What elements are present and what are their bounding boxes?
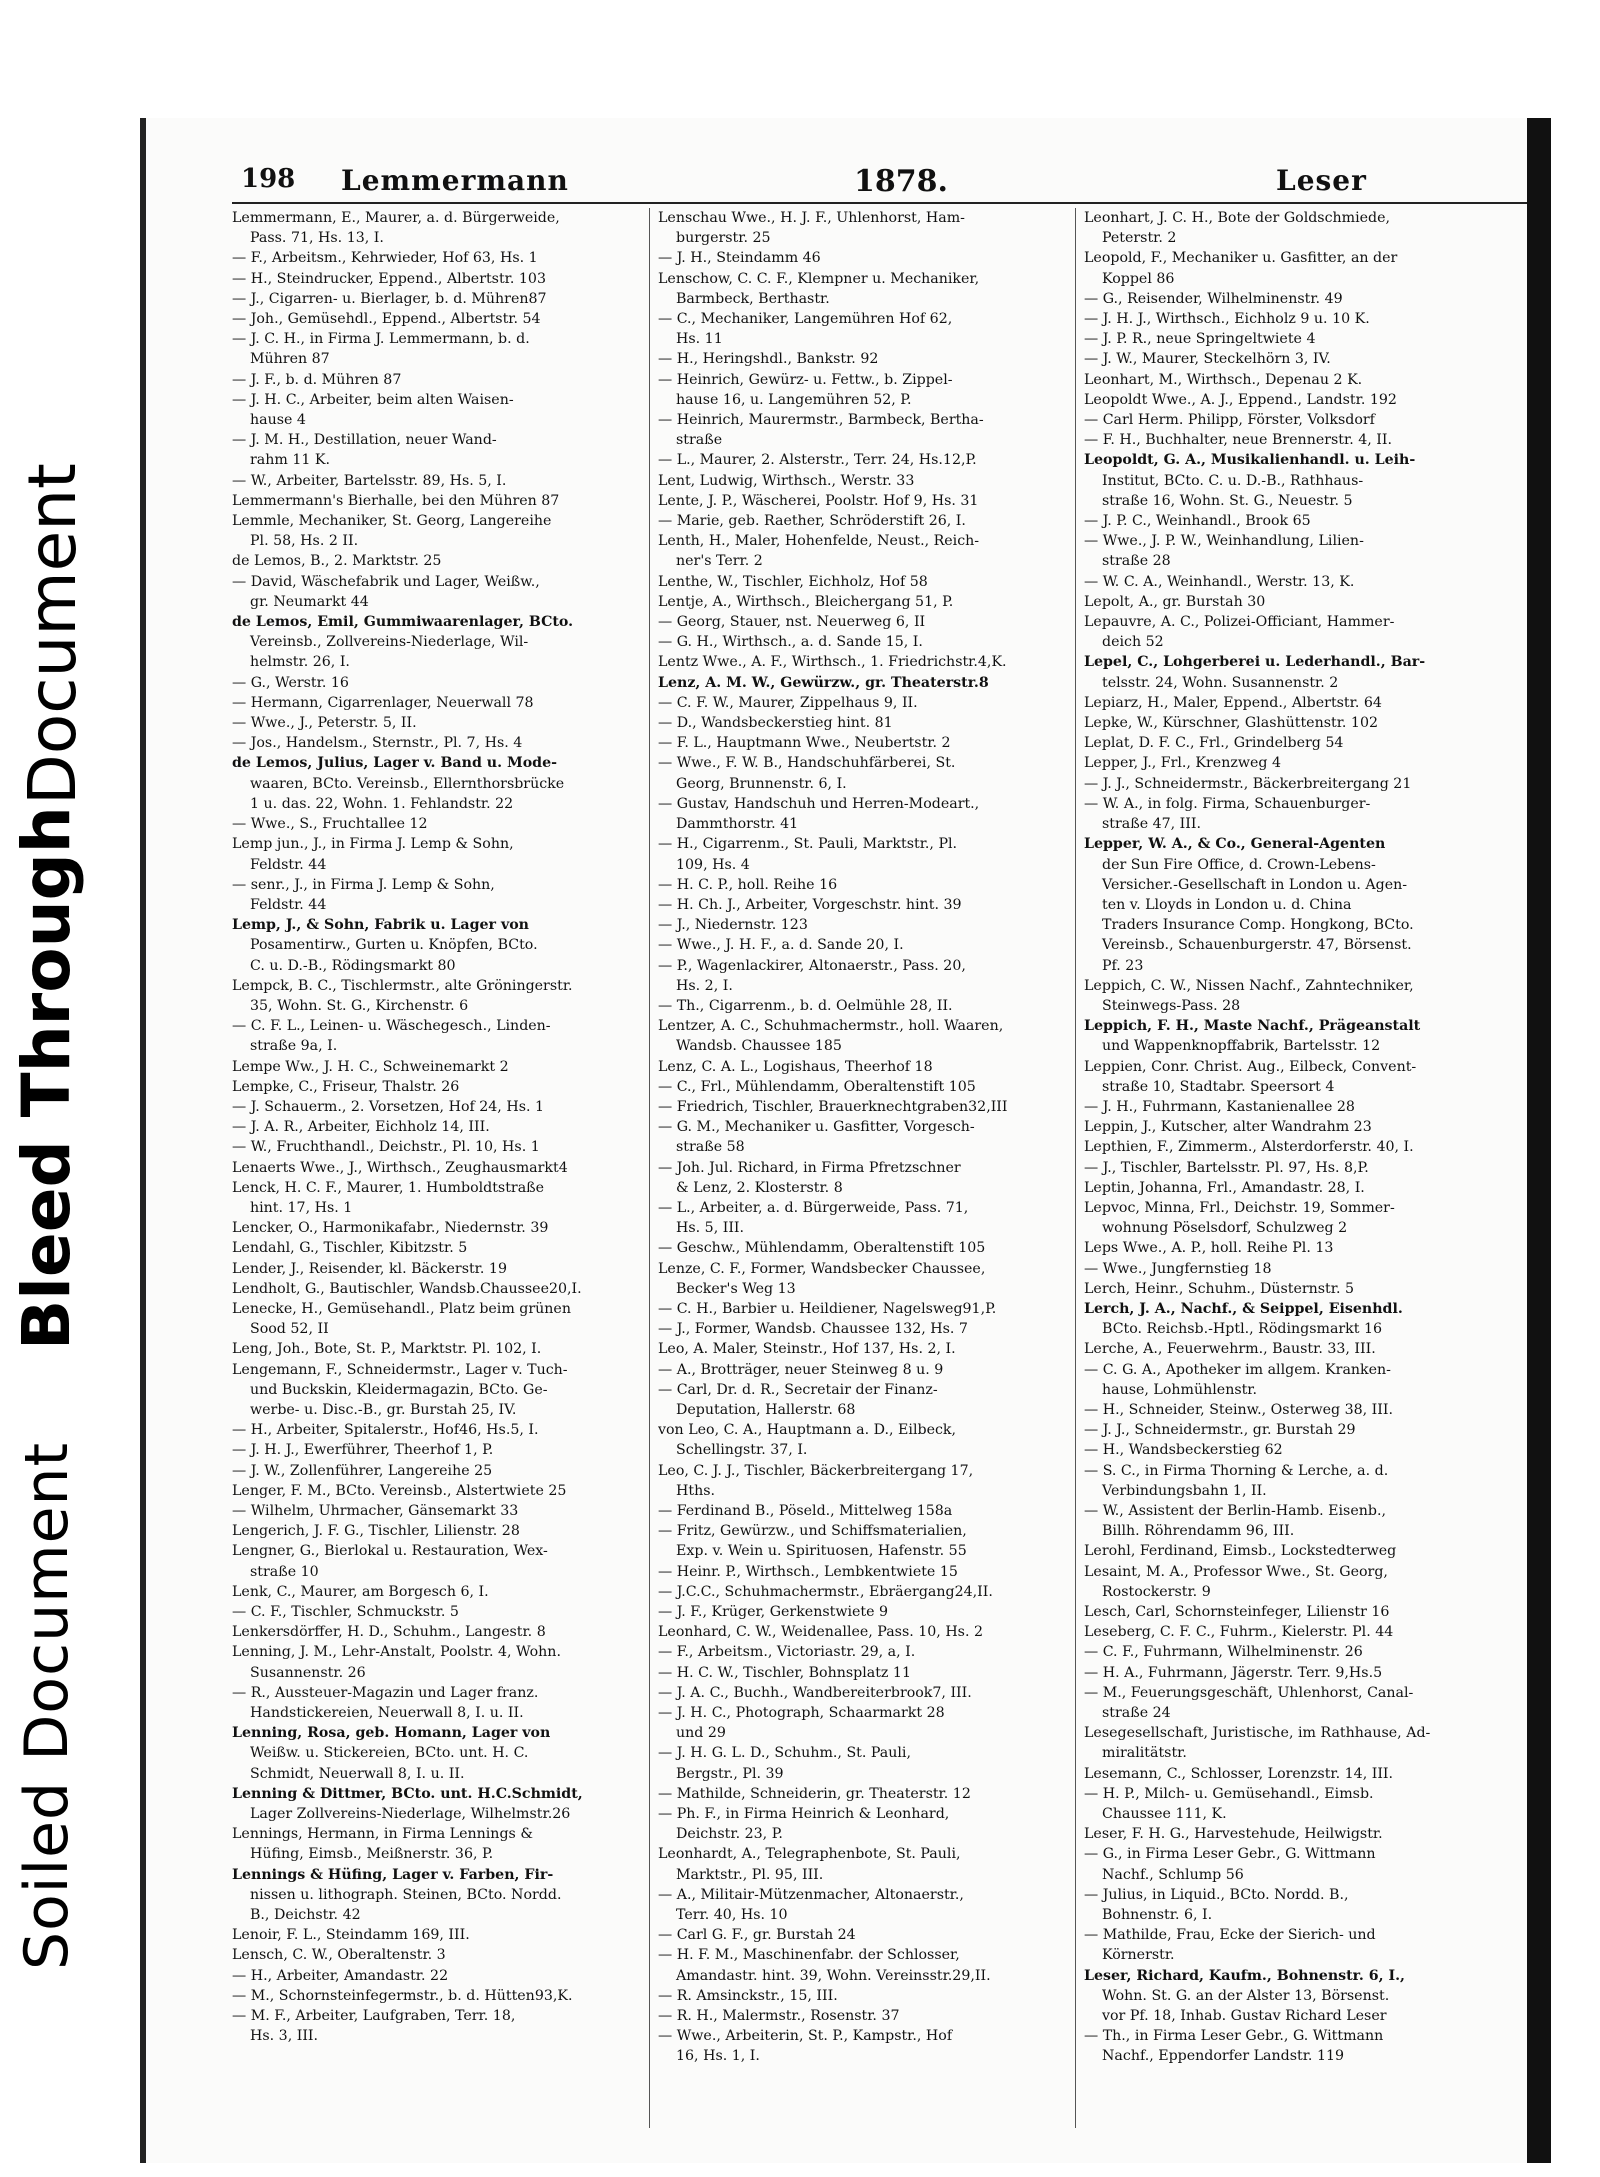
directory-entry: straße 10: [250, 1563, 319, 1580]
directory-entry: — H., Cigarrenm., St. Pauli, Marktstr., Pl.: [658, 836, 958, 853]
directory-entry: — H., Wandsbeckerstieg 62: [1084, 1442, 1283, 1459]
directory-entry: — J. W., Zollenführer, Langereihe 25: [232, 1462, 493, 1479]
page-header: [241, 164, 1526, 204]
directory-entry: — H. F. M., Maschinenfabr. der Schlosser,: [658, 1947, 960, 1964]
directory-entry: gr. Neumarkt 44: [250, 593, 369, 610]
directory-entry: — S. C., in Firma Thorning & Lerche, a. d.: [1084, 1462, 1389, 1479]
directory-entry: ner's Terr. 2: [676, 553, 763, 570]
directory-entry: — C., Frl., Mühlendamm, Oberaltenstift 105: [658, 1078, 976, 1095]
directory-entry: — Heinr. P., Wirthsch., Lembkentwiete 15: [658, 1563, 958, 1580]
directory-entry: — R. Amsinckstr., 15, III.: [658, 1987, 838, 2004]
directory-entry: — Th., Cigarrenm., b. d. Oelmühle 28, II.: [658, 997, 953, 1014]
directory-entry: Nachf., Schlump 56: [1102, 1866, 1244, 1883]
directory-entry: — M. F., Arbeiter, Laufgraben, Terr. 18,: [232, 2008, 516, 2025]
directory-entry: und 29: [676, 1725, 726, 1742]
directory-entry: — H. A., Fuhrmann, Jägerstr. Terr. 9,Hs.5: [1084, 1664, 1383, 1681]
directory-entry: — Carl, Dr. d. R., Secretair der Finanz-: [658, 1381, 938, 1398]
directory-entry: — Julius, in Liquid., BCto. Nordd. B.,: [1084, 1886, 1349, 1903]
directory-entry: Lepauvre, A. C., Polizei-Officiant, Hammer-: [1084, 614, 1395, 631]
directory-entry: — H. Ch. J., Arbeiter, Vorgeschstr. hint. 39: [658, 896, 962, 913]
directory-entry: — F., Arbeitsm., Victoriastr. 29, a, I.: [658, 1644, 916, 1661]
directory-entry: waaren, BCto. Vereinsb., Ellernthorsbrücke: [250, 775, 565, 792]
directory-entry: Hüfing, Eimsb., Meißnerstr. 36, P.: [250, 1846, 494, 1863]
directory-entry: rahm 11 K.: [250, 452, 331, 469]
directory-entry: — Marie, geb. Raether, Schröderstift 26, I.: [658, 513, 966, 530]
directory-entry: — J. M. H., Destillation, neuer Wand-: [232, 432, 497, 449]
directory-entry: hause 4: [250, 412, 306, 429]
directory-entry: — Jos., Handelsm., Sternstr., Pl. 7, Hs. 4: [232, 735, 523, 752]
directory-entry: — M., Schornsteinfegermstr., b. d. Hütten93,K.: [232, 1987, 573, 2004]
directory-entry: — J. H. G. L. D., Schuhm., St. Pauli,: [658, 1745, 911, 1762]
directory-entry: Leser, F. H. G., Harvestehude, Heilwigstr.: [1084, 1826, 1383, 1843]
directory-entry: 16, Hs. 1, I.: [676, 2048, 760, 2065]
directory-entry: Sood 52, II: [250, 1321, 329, 1338]
directory-entry: Lerch, Heinr., Schuhm., Düsternstr. 5: [1084, 1280, 1355, 1297]
directory-entry: — J.C.C., Schuhmachermstr., Ebräergang24,II.: [658, 1583, 993, 1600]
directory-entry: Wandsb. Chaussee 185: [676, 1038, 842, 1055]
directory-entry: Lemmle, Mechaniker, St. Georg, Langereihe: [232, 513, 552, 530]
directory-entry: Lemp, J., & Sohn, Fabrik u. Lager von: [232, 917, 529, 934]
header-left-word: Lemmermann: [341, 164, 569, 197]
directory-entry: Leplat, D. F. C., Frl., Grindelberg 54: [1084, 735, 1344, 752]
directory-entry: Lenaerts Wwe., J., Wirthsch., Zeughausmarkt4: [232, 1159, 568, 1176]
directory-entry: Leonhart, M., Wirthsch., Depenau 2 K.: [1084, 371, 1363, 388]
directory-entry: Lennings, Hermann, in Firma Lennings &: [232, 1826, 533, 1843]
directory-entry: Hs. 2, I.: [676, 977, 733, 994]
directory-entry: Georg, Brunnenstr. 6, I.: [676, 775, 847, 792]
directory-entry: miralitätstr.: [1102, 1745, 1187, 1762]
directory-entry: — Mathilde, Schneiderin, gr. Theaterstr. 12: [658, 1785, 971, 1802]
directory-entry: — A., Militair-Mützenmacher, Altonaerstr.,: [658, 1886, 964, 1903]
directory-entry: Lesemann, C., Schlosser, Lorenzstr. 14, III.: [1084, 1765, 1394, 1782]
directory-entry: — Joh., Gemüsehdl., Eppend., Albertstr. 54: [232, 311, 541, 328]
directory-entry: — J. H. C., Photograph, Schaarmarkt 28: [658, 1705, 945, 1722]
directory-entry: Amandastr. hint. 39, Wohn. Vereinsstr.29,II.: [676, 1967, 991, 1984]
directory-entry: — Wwe., F. W. B., Handschuhfärberei, St.: [658, 755, 956, 772]
directory-entry: — L., Arbeiter, a. d. Bürgerweide, Pass. 71,: [658, 1199, 969, 1216]
directory-entry: Lencker, O., Harmonikafabr., Niedernstr. 39: [232, 1220, 549, 1237]
directory-entry: — Wwe., Arbeiterin, St. P., Kampstr., Hof: [658, 2028, 953, 2045]
directory-entry: — G. M., Mechaniker u. Gasfitter, Vorgesch-: [658, 1119, 975, 1136]
column-divider: [1075, 208, 1076, 2128]
directory-entry: helmstr. 26, I.: [250, 654, 350, 671]
directory-entry: Lenk, C., Maurer, am Borgesch 6, I.: [232, 1583, 489, 1600]
directory-entry: Deputation, Hallerstr. 68: [676, 1401, 856, 1418]
directory-entry: Pf. 23: [1102, 957, 1144, 974]
directory-entry: Pass. 71, Hs. 13, I.: [250, 230, 384, 247]
directory-entry: und Buckskin, Kleidermagazin, BCto. Ge-: [250, 1381, 548, 1398]
directory-entry: Lentje, A., Wirthsch., Bleichergang 51, P.: [658, 593, 954, 610]
directory-entry: Lengemann, F., Schneidermstr., Lager v. Tuch-: [232, 1361, 568, 1378]
directory-entry: — Th., in Firma Leser Gebr., G. Wittmann: [1084, 2028, 1384, 2045]
directory-entry: Lenkersdörffer, H. D., Schuhm., Langestr. 8: [232, 1624, 546, 1641]
directory-entry: werbe- u. Disc.-B., gr. Burstah 25, IV.: [250, 1401, 517, 1418]
directory-entry: — Heinrich, Maurermstr., Barmbeck, Bertha-: [658, 412, 984, 429]
directory-entry: — W., Fruchthandl., Deichstr., Pl. 10, Hs. 1: [232, 1139, 540, 1156]
directory-entry: Lendahl, G., Tischler, Kibitzstr. 5: [232, 1240, 468, 1257]
directory-entry: — H., Heringshdl., Bankstr. 92: [658, 351, 879, 368]
directory-entry: Leser, Richard, Kaufm., Bohnenstr. 6, I.,: [1084, 1967, 1405, 1984]
directory-entry: telsstr. 24, Wohn. Susannenstr. 2: [1102, 674, 1339, 691]
directory-entry: Feldstr. 44: [250, 856, 327, 873]
directory-entry: nissen u. lithograph. Steinen, BCto. Nordd.: [250, 1886, 562, 1903]
directory-entry: Lenth, H., Maler, Hohenfelde, Neust., Reich-: [658, 533, 980, 550]
directory-entry: Rostockerstr. 9: [1102, 1583, 1211, 1600]
directory-entry: straße: [676, 432, 723, 449]
directory-entry: Lager Zollvereins-Niederlage, Wilhelmstr.26: [250, 1806, 571, 1823]
directory-entry: — H., Steindrucker, Eppend., Albertstr. 103: [232, 270, 546, 287]
directory-entry: — J. F., Krüger, Gerkenstwiete 9: [658, 1604, 889, 1621]
directory-entry: Lenz, A. M. W., Gewürzw., gr. Theaterstr.8: [658, 674, 989, 691]
directory-entry: Lenning, J. M., Lehr-Anstalt, Poolstr. 4, Wohn.: [232, 1644, 561, 1661]
column-divider: [649, 208, 650, 2128]
directory-entry: Lesch, Carl, Schornsteinfeger, Lilienstr 16: [1084, 1604, 1390, 1621]
directory-entry: Lepper, W. A., & Co., General-Agenten: [1084, 836, 1386, 853]
directory-entry: — Carl G. F., gr. Burstah 24: [658, 1927, 856, 1944]
directory-entry: Leonhard, C. W., Weidenallee, Pass. 10, Hs. 2: [658, 1624, 984, 1641]
directory-entry: — J., Former, Wandsb. Chaussee 132, Hs. 7: [658, 1321, 968, 1338]
directory-entry: — W. C. A., Weinhandl., Werstr. 13, K.: [1084, 573, 1355, 590]
directory-entry: Lepel, C., Lohgerberei u. Lederhandl., Bar-: [1084, 654, 1426, 671]
directory-entry: — Wwe., Jungfernstieg 18: [1084, 1260, 1272, 1277]
header-rule: [232, 202, 1532, 204]
directory-entry: Exp. v. Wein u. Spirituosen, Hafenstr. 55: [676, 1543, 967, 1560]
directory-entry: Lenschau Wwe., H. J. F., Uhlenhorst, Ham-: [658, 210, 965, 226]
directory-entry: Leppich, F. H., Maste Nachf., Prägeanstalt: [1084, 1018, 1421, 1035]
directory-entry: vor Pf. 18, Inhab. Gustav Richard Leser: [1102, 2008, 1387, 2025]
directory-entry: — J. J., Schneidermstr., Bäckerbreitergang 21: [1084, 775, 1412, 792]
scanned-page: [140, 118, 1551, 2163]
directory-entry: — Ph. F., in Firma Heinrich & Leonhard,: [658, 1806, 950, 1823]
directory-entry: Leo, A. Maler, Steinstr., Hof 137, Hs. 2, I.: [658, 1341, 956, 1358]
directory-entry: Lente, J. P., Wäscherei, Poolstr. Hof 9, Hs. 31: [658, 492, 979, 509]
directory-entry: 35, Wohn. St. G., Kirchenstr. 6: [250, 997, 469, 1014]
directory-entry: de Lemos, B., 2. Marktstr. 25: [232, 553, 442, 570]
directory-entry: Peterstr. 2: [1102, 230, 1177, 247]
directory-entry: Marktstr., Pl. 95, III.: [676, 1866, 824, 1883]
directory-entry: — G., Werstr. 16: [232, 674, 349, 691]
directory-entry: Lempke, C., Friseur, Thalstr. 26: [232, 1078, 460, 1095]
directory-entry: Steinwegs-Pass. 28: [1102, 997, 1241, 1014]
directory-entry: Lerche, A., Feuerwehrm., Baustr. 33, III.: [1084, 1341, 1376, 1358]
directory-entry: — David, Wäschefabrik und Lager, Weißw.,: [232, 573, 540, 590]
directory-entry: Lepvoc, Minna, Frl., Deichstr. 19, Sommer-: [1084, 1199, 1395, 1216]
directory-entry: Leps Wwe., A. P., holl. Reihe Pl. 13: [1084, 1240, 1334, 1257]
directory-entry: Lenze, C. F., Former, Wandsbecker Chaussee,: [658, 1260, 986, 1277]
directory-entry: Lemmermann, E., Maurer, a. d. Bürgerweide,: [232, 210, 560, 226]
directory-entry: Posamentirw., Gurten u. Knöpfen, BCto.: [250, 937, 538, 954]
directory-entry: Billh. Röhrendamm 96, III.: [1102, 1523, 1295, 1540]
directory-entry: Leppich, C. W., Nissen Nachf., Zahntechniker,: [1084, 977, 1414, 994]
directory-entry: Hths.: [676, 1482, 716, 1499]
directory-entry: — W. A., in folg. Firma, Schauenburger-: [1084, 795, 1371, 812]
directory-entry: 1 u. das. 22, Wohn. 1. Fehlandstr. 22: [250, 795, 514, 812]
directory-entry: — J. H. C., Arbeiter, beim alten Waisen-: [232, 391, 514, 408]
directory-entry: Leopoldt Wwe., A. J., Eppend., Landstr. 192: [1084, 391, 1397, 408]
directory-entry: BCto. Reichsb.-Hptl., Rödingsmarkt 16: [1102, 1321, 1383, 1338]
directory-column-1: [232, 208, 642, 2128]
directory-entry: — F., Arbeitsm., Kehrwieder, Hof 63, Hs. 1: [232, 250, 538, 267]
directory-entry: — Heinrich, Gewürz- u. Fettw., b. Zippel-: [658, 371, 953, 388]
directory-entry: Lerohl, Ferdinand, Eimsb., Lockstedterweg: [1084, 1543, 1397, 1560]
directory-entry: — J. P. R., neue Springeltwiete 4: [1084, 331, 1316, 348]
directory-entry: Lempck, B. C., Tischlermstr., alte Gröningerstr.: [232, 977, 573, 994]
directory-entry: Hs. 11: [676, 331, 723, 348]
directory-entry: Lensch, C. W., Oberaltenstr. 3: [232, 1947, 446, 1964]
directory-entry: — J. A. R., Arbeiter, Eichholz 14, III.: [232, 1119, 490, 1136]
directory-entry: Becker's Weg 13: [676, 1280, 796, 1297]
directory-entry: — L., Maurer, 2. Alsterstr., Terr. 24, Hs.12,P.: [658, 452, 977, 469]
directory-entry: — H., Arbeiter, Spitalerstr., Hof46, Hs.5, I.: [232, 1422, 539, 1439]
directory-entry: — H., Arbeiter, Amandastr. 22: [232, 1967, 449, 1984]
directory-entry: Lenger, F. M., BCto. Vereinsb., Alstertwiete 25: [232, 1482, 567, 1499]
directory-entry: — G., Reisender, Wilhelminenstr. 49: [1084, 290, 1343, 307]
directory-entry: Pl. 58, Hs. 2 II.: [250, 533, 359, 550]
directory-entry: Vereinsb., Zollvereins-Niederlage, Wil-: [250, 634, 529, 651]
directory-entry: Lemmermann's Bierhalle, bei den Mühren 87: [232, 492, 560, 509]
directory-entry: — J. C. H., in Firma J. Lemmermann, b. d.: [232, 331, 530, 348]
header-year: 1878.: [854, 164, 948, 199]
directory-entry: de Lemos, Julius, Lager v. Band u. Mode-: [232, 755, 557, 772]
directory-entry: — P., Wagenlackirer, Altonaerstr., Pass. 20,: [658, 957, 966, 974]
directory-entry: Lerch, J. A., Nachf., & Seippel, Eisenhdl.: [1084, 1300, 1403, 1317]
directory-entry: — senr., J., in Firma J. Lemp & Sohn,: [232, 876, 495, 893]
directory-entry: Deichstr. 23, P.: [676, 1826, 783, 1843]
directory-entry: Feldstr. 44: [250, 896, 327, 913]
directory-entry: — H. P., Milch- u. Gemüsehandl., Eimsb.: [1084, 1785, 1374, 1802]
directory-entry: Lent, Ludwig, Wirthsch., Werstr. 33: [658, 472, 915, 489]
directory-entry: — F. H., Buchhalter, neue Brennerstr. 4, II.: [1084, 432, 1392, 449]
directory-entry: — J. P. C., Weinhandl., Brook 65: [1084, 513, 1311, 530]
directory-entry: Lenz, C. A. L., Logishaus, Theerhof 18: [658, 1058, 933, 1075]
directory-entry: straße 10, Stadtabr. Speersort 4: [1102, 1078, 1335, 1095]
directory-entry: straße 58: [676, 1139, 745, 1156]
directory-entry: straße 9a, I.: [250, 1038, 338, 1055]
directory-entry: von Leo, C. A., Hauptmann a. D., Eilbeck,: [658, 1422, 957, 1439]
directory-entry: — H. C. W., Tischler, Bohnsplatz 11: [658, 1664, 911, 1681]
page-number: 198: [241, 164, 296, 194]
directory-entry: Lepper, J., Frl., Krenzweg 4: [1084, 755, 1281, 772]
directory-column-3: [1084, 208, 1509, 2128]
directory-entry: und Wappenknopffabrik, Bartelsstr. 12: [1102, 1038, 1381, 1055]
directory-entry: — G. H., Wirthsch., a. d. Sande 15, I.: [658, 634, 923, 651]
directory-entry: — Carl Herm. Philipp, Förster, Volksdorf: [1084, 412, 1375, 429]
directory-entry: — H. C. P., holl. Reihe 16: [658, 876, 838, 893]
directory-entry: Verbindungsbahn 1, II.: [1102, 1482, 1267, 1499]
directory-entry: Bohnenstr. 6, I.: [1102, 1907, 1213, 1924]
side-labels: [0, 0, 130, 2177]
directory-entry: burgerstr. 25: [676, 230, 771, 247]
directory-entry: Leppin, J., Kutscher, alter Wandrahm 23: [1084, 1119, 1372, 1136]
directory-entry: — Hermann, Cigarrenlager, Neuerwall 78: [232, 694, 534, 711]
directory-entry: Lender, J., Reisender, kl. Bäckerstr. 19: [232, 1260, 507, 1277]
directory-entry: Leo, C. J. J., Tischler, Bäckerbreitergang 17,: [658, 1462, 974, 1479]
directory-entry: Koppel 86: [1102, 270, 1175, 287]
directory-entry: Vereinsb., Schauenburgerstr. 47, Börsenst.: [1102, 937, 1412, 954]
directory-entry: — Friedrich, Tischler, Brauerknechtgraben32,III: [658, 1098, 1008, 1115]
directory-entry: Schmidt, Neuerwall 8, I. u. II.: [250, 1765, 465, 1782]
soiled-document-label: Soiled Document: [12, 1441, 82, 1970]
directory-entry: — W., Assistent der Berlin-Hamb. Eisenb.,: [1084, 1503, 1386, 1519]
directory-entry: — J. Schauerm., 2. Vorsetzen, Hof 24, Hs. 1: [232, 1098, 545, 1115]
directory-entry: — Wwe., J., Peterstr. 5, II.: [232, 715, 417, 732]
directory-entry: Handstickereien, Neuerwall 8, I. u. II.: [250, 1705, 524, 1722]
directory-entry: — Joh. Jul. Richard, in Firma Pfretzschner: [658, 1159, 961, 1176]
directory-entry: Lenning, Rosa, geb. Homann, Lager von: [232, 1725, 551, 1742]
directory-entry: — W., Arbeiter, Bartelsstr. 89, Hs. 5, I.: [232, 472, 507, 489]
directory-entry: Schellingstr. 37, I.: [676, 1442, 808, 1459]
directory-entry: Leonhart, J. C. H., Bote der Goldschmiede,: [1084, 210, 1391, 226]
directory-entry: de Lemos, Emil, Gummiwaarenlager, BCto.: [232, 614, 574, 631]
directory-entry: Lentzer, A. C., Schuhmachermstr., holl. Waaren,: [658, 1018, 1004, 1035]
directory-entry: Lennings & Hüfing, Lager v. Farben, Fir-: [232, 1866, 554, 1883]
directory-entry: Leng, Joh., Bote, St. P., Marktstr. Pl. 102, I.: [232, 1341, 542, 1358]
directory-entry: C. u. D.-B., Rödingsmarkt 80: [250, 957, 456, 974]
directory-entry: — H., Schneider, Steinw., Osterweg 38, III.: [1084, 1401, 1393, 1418]
header-right-word: Leser: [1276, 164, 1367, 197]
directory-entry: — Georg, Stauer, nst. Neuerweg 6, II: [658, 614, 926, 631]
directory-entry: Lenecke, H., Gemüsehandl., Platz beim grünen: [232, 1300, 571, 1317]
directory-entry: — J. J., Schneidermstr., gr. Burstah 29: [1084, 1422, 1356, 1439]
directory-entry: — J., Tischler, Bartelsstr. Pl. 97, Hs. 8,P.: [1084, 1159, 1369, 1176]
directory-entry: ten v. Lloyds in London u. d. China: [1102, 896, 1352, 913]
directory-entry: Leptin, Johanna, Frl., Amandastr. 28, I.: [1084, 1179, 1365, 1196]
directory-entry: Lenck, H. C. F., Maurer, 1. Humboldtstraße: [232, 1179, 545, 1196]
directory-entry: — Wwe., J. P. W., Weinhandlung, Lilien-: [1084, 533, 1364, 550]
directory-entry: — C. G. A., Apotheker im allgem. Kranken-: [1084, 1361, 1391, 1378]
directory-entry: Lenoir, F. L., Steindamm 169, III.: [232, 1927, 470, 1944]
directory-entry: deich 52: [1102, 634, 1164, 651]
directory-entry: Lepiarz, H., Maler, Eppend., Albertstr. 64: [1084, 694, 1382, 711]
directory-entry: Lengerich, J. F. G., Tischler, Lilienstr. 28: [232, 1523, 520, 1540]
directory-entry: — J. A. C., Buchh., Wandbereiterbrook7, III.: [658, 1684, 972, 1701]
directory-entry: — F. L., Hauptmann Wwe., Neubertstr. 2: [658, 735, 951, 752]
directory-entry: Bergstr., Pl. 39: [676, 1765, 784, 1782]
directory-entry: Weißw. u. Stickereien, BCto. unt. H. C.: [250, 1745, 529, 1762]
directory-entry: — R. H., Malermstr., Rosenstr. 37: [658, 2008, 900, 2025]
directory-entry: Mühren 87: [250, 351, 330, 368]
directory-entry: Leonhardt, A., Telegraphenbote, St. Pauli,: [658, 1846, 961, 1863]
directory-entry: straße 24: [1102, 1705, 1171, 1722]
directory-entry: wohnung Pöselsdorf, Schulzweg 2: [1102, 1220, 1348, 1237]
directory-entry: Körnerstr.: [1102, 1947, 1175, 1964]
directory-entry: Hs. 3, III.: [250, 2028, 319, 2045]
directory-entry: straße 47, III.: [1102, 816, 1202, 833]
directory-entry: Lengner, G., Bierlokal u. Restauration, Wex-: [232, 1543, 548, 1560]
directory-entry: — C. H., Barbier u. Heildiener, Nagelsweg91,P.: [658, 1300, 997, 1317]
directory-entry: Barmbeck, Berthastr.: [676, 290, 830, 307]
directory-entry: Hs. 5, III.: [676, 1220, 745, 1237]
directory-entry: Lepthien, F., Zimmerm., Alsterdorferstr. 40, I.: [1084, 1139, 1414, 1156]
directory-entry: — Gustav, Handschuh und Herren-Modeart.,: [658, 795, 980, 812]
directory-entry: Leopold, F., Mechaniker u. Gasfitter, an der: [1084, 250, 1398, 267]
directory-entry: — Fritz, Gewürzw., und Schiffsmaterialien,: [658, 1523, 967, 1540]
directory-entry: — C. F., Tischler, Schmuckstr. 5: [232, 1604, 459, 1621]
directory-entry: — C. F. W., Maurer, Zippelhaus 9, II.: [658, 694, 918, 711]
directory-entry: — J. H. J., Wirthsch., Eichholz 9 u. 10 K.: [1084, 311, 1370, 328]
directory-entry: — J., Niedernstr. 123: [658, 917, 808, 934]
directory-entry: hint. 17, Hs. 1: [250, 1199, 353, 1216]
directory-entry: — J. H., Fuhrmann, Kastanienallee 28: [1084, 1098, 1355, 1115]
directory-entry: der Sun Fire Office, d. Crown-Lebens-: [1102, 856, 1376, 873]
directory-entry: Susannenstr. 26: [250, 1664, 366, 1681]
directory-entry: Traders Insurance Comp. Hongkong, BCto.: [1102, 917, 1414, 934]
page-edge-shadow: [1527, 118, 1551, 2163]
directory-entry: — C., Mechaniker, Langemühren Hof 62,: [658, 311, 953, 328]
document-label: Document: [14, 463, 91, 805]
directory-entry: — Wwe., J. H. F., a. d. Sande 20, I.: [658, 937, 904, 954]
bleed-through-label: Bleed Through: [8, 806, 85, 1350]
directory-entry: Lendholt, G., Bautischler, Wandsb.Chaussee20,I.: [232, 1280, 582, 1297]
directory-entry: B., Deichstr. 42: [250, 1907, 361, 1924]
directory-entry: Lenthe, W., Tischler, Eichholz, Hof 58: [658, 573, 928, 590]
directory-entry: — Geschw., Mühlendamm, Oberaltenstift 105: [658, 1240, 986, 1257]
directory-entry: Wohn. St. G. an der Alster 13, Börsenst.: [1102, 1987, 1390, 2004]
directory-entry: — D., Wandsbeckerstieg hint. 81: [658, 715, 893, 732]
directory-column-2: [658, 208, 1068, 2128]
directory-entry: Lentz Wwe., A. F., Wirthsch., 1. Friedrichstr.4,K.: [658, 654, 1007, 671]
directory-entry: — C. F., Fuhrmann, Wilhelminenstr. 26: [1084, 1644, 1363, 1661]
directory-entry: — Mathilde, Frau, Ecke der Sierich- und: [1084, 1927, 1376, 1944]
directory-entry: — M., Feuerungsgeschäft, Uhlenhorst, Canal-: [1084, 1684, 1414, 1701]
directory-entry: — C. F. L., Leinen- u. Wäschegesch., Linden-: [232, 1018, 551, 1035]
directory-entry: — Wilhelm, Uhrmacher, Gänsemarkt 33: [232, 1503, 519, 1519]
directory-entry: Institut, BCto. C. u. D.-B., Rathhaus-: [1102, 472, 1364, 489]
directory-entry: Lepke, W., Kürschner, Glashüttenstr. 102: [1084, 715, 1379, 732]
directory-entry: — J. W., Maurer, Steckelhörn 3, IV.: [1084, 351, 1331, 368]
directory-entry: — J., Cigarren- u. Bierlager, b. d. Mühren87: [232, 290, 547, 307]
directory-entry: Dammthorstr. 41: [676, 816, 799, 833]
directory-entry: — R., Aussteuer-Magazin und Lager franz.: [232, 1684, 539, 1701]
directory-entry: Lempe Ww., J. H. C., Schweinemarkt 2: [232, 1058, 509, 1075]
directory-entry: Leopoldt, G. A., Musikalienhandl. u. Leih-: [1084, 452, 1416, 469]
directory-entry: — J. H., Steindamm 46: [658, 250, 821, 267]
directory-entry: — Ferdinand B., Pöseld., Mittelweg 158a: [658, 1503, 953, 1519]
directory-entry: 109, Hs. 4: [676, 856, 750, 873]
directory-entry: Leppien, Conr. Christ. Aug., Eilbeck, Convent-: [1084, 1058, 1417, 1075]
directory-entry: Lepolt, A., gr. Burstah 30: [1084, 593, 1266, 610]
directory-entry: & Lenz, 2. Klosterstr. 8: [676, 1179, 843, 1196]
directory-entry: Chaussee 111, K.: [1102, 1806, 1227, 1823]
directory-entry: — A., Brotträger, neuer Steinweg 8 u. 9: [658, 1361, 944, 1378]
directory-entry: — G., in Firma Leser Gebr., G. Wittmann: [1084, 1846, 1376, 1863]
directory-entry: — J. H. J., Ewerführer, Theerhof 1, P.: [232, 1442, 494, 1459]
directory-entry: Versicher.-Gesellschaft in London u. Agen-: [1102, 876, 1408, 893]
directory-entry: straße 16, Wohn. St. G., Neuestr. 5: [1102, 492, 1353, 509]
directory-entry: Lenschow, C. C. F., Klempner u. Mechaniker,: [658, 270, 980, 287]
directory-entry: — J. F., b. d. Mühren 87: [232, 371, 402, 388]
directory-entry: hause, Lohmühlenstr.: [1102, 1381, 1258, 1398]
directory-entry: Lesaint, M. A., Professor Wwe., St. Georg,: [1084, 1563, 1388, 1580]
directory-entry: Lemp jun., J., in Firma J. Lemp & Sohn,: [232, 836, 514, 853]
directory-entry: Terr. 40, Hs. 10: [676, 1907, 788, 1924]
directory-entry: Lesegesellschaft, Juristische, im Rathhause, Ad-: [1084, 1725, 1431, 1742]
directory-entry: — Wwe., S., Fruchtallee 12: [232, 816, 428, 833]
directory-entry: Lenning & Dittmer, BCto. unt. H.C.Schmidt,: [232, 1785, 583, 1802]
directory-entry: Nachf., Eppendorfer Landstr. 119: [1102, 2048, 1345, 2065]
directory-entry: straße 28: [1102, 553, 1171, 570]
directory-entry: hause 16, u. Langemühren 52, P.: [676, 391, 912, 408]
directory-entry: Leseberg, C. F. C., Fuhrm., Kielerstr. Pl. 44: [1084, 1624, 1394, 1641]
